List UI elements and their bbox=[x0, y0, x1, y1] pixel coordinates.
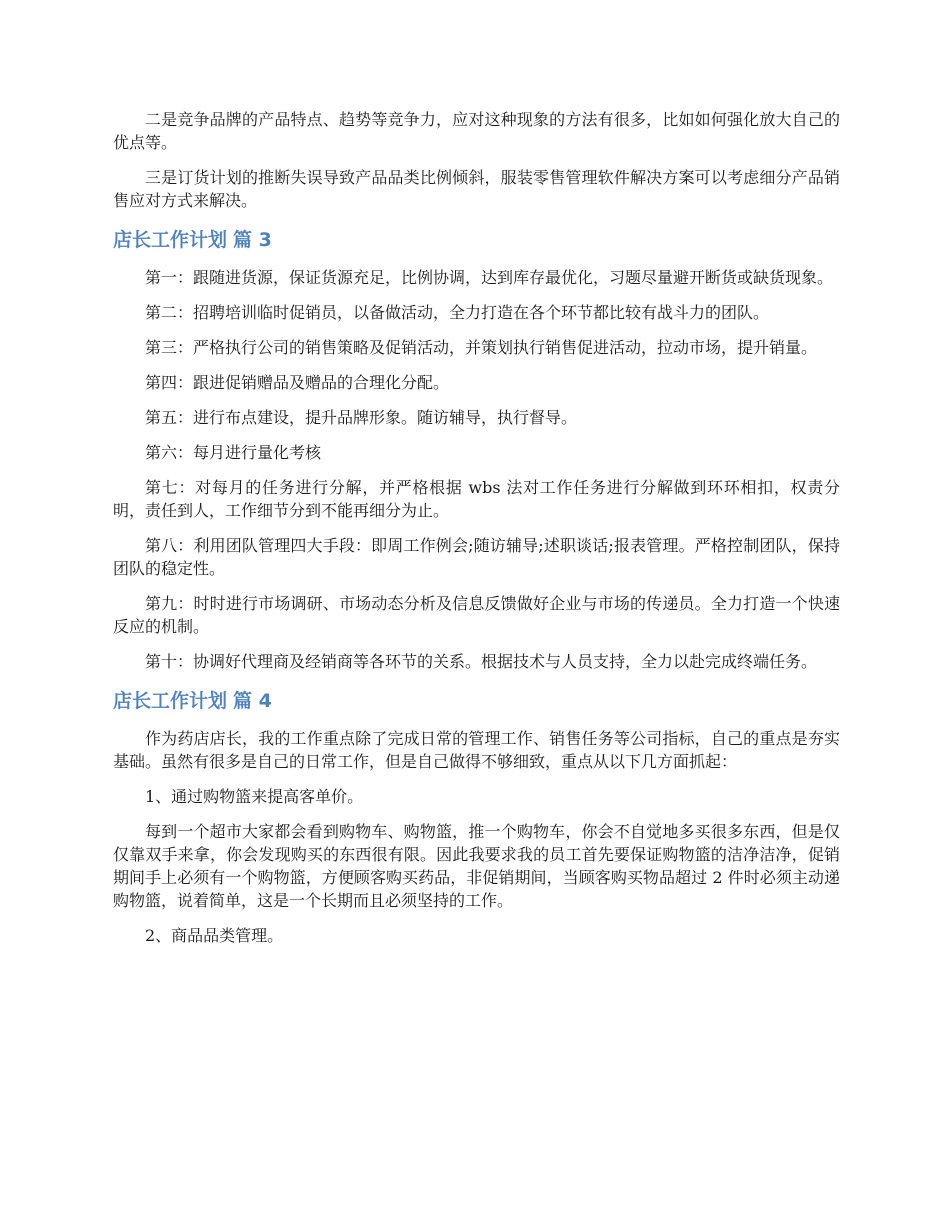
section-plan-3 bbox=[113, 228, 840, 673]
paragraph: 第四：跟进促销赠品及赠品的合理化分配。 bbox=[145, 373, 450, 392]
paragraph: 1、通过购物篮来提高客单价。 bbox=[145, 787, 364, 806]
paragraph: 第二：招聘培训临时促销员，以备做活动，全力打造在各个环节都比较有战斗力的团队。 bbox=[145, 303, 770, 322]
document-page bbox=[113, 108, 840, 959]
paragraph-intro-2: 三是订货计划的推断失误导致产品品类比例倾斜，服装零售管理软件解决方案可以考虑细分产品销售应对方式来解决。 bbox=[113, 168, 840, 210]
heading-number: 篇 4 bbox=[233, 690, 272, 712]
paragraph: 作为药店店长，我的工作重点除了完成日常的管理工作、销售任务等公司指标，自己的重点是夯实基础。虽然有很多是自己的日常工作，但是自己做得不够细致，重点从以下几方面抓起： bbox=[113, 729, 840, 771]
section-plan-4 bbox=[113, 689, 840, 947]
paragraph: 第八：利用团队管理四大手段：即周工作例会;随访辅导;述职谈话;报表管理。严格控制团队，保持团队的稳定性。 bbox=[113, 536, 840, 578]
paragraph: 第七：对每月的任务进行分解，并严格根据 wbs 法对工作任务进行分解做到环环相扣，权责分明，责任到人，工作细节分到不能再细分为止。 bbox=[113, 478, 840, 520]
section-heading bbox=[113, 228, 840, 252]
paragraph: 第五：进行布点建设，提升品牌形象。随访辅导，执行督导。 bbox=[145, 408, 578, 427]
heading-title: 店长工作计划 bbox=[113, 229, 228, 251]
heading-number: 篇 3 bbox=[233, 229, 272, 251]
paragraph: 第一：跟随进货源，保证货源充足，比例协调，达到库存最优化，习题尽量避开断货或缺货现象。 bbox=[145, 268, 834, 287]
paragraph: 第三：严格执行公司的销售策略及促销活动，并策划执行销售促进活动，拉动市场，提升销量。 bbox=[145, 338, 818, 357]
paragraph-intro-1: 二是竞争品牌的产品特点、趋势等竞争力，应对这种现象的方法有很多，比如如何强化放大自己的优点等。 bbox=[113, 110, 840, 152]
paragraph: 2、商品品类管理。 bbox=[145, 926, 284, 945]
paragraph: 每到一个超市大家都会看到购物车、购物篮，推一个购物车，你会不自觉地多买很多东西，但是仅仅靠双手来拿，你会发现购买的东西很有限。因此我要求我的员工首先要保证购物篮的洁净洁净，促销期间手上必须有一个购物篮，方便顾客购买药品，非促销期间，当顾客购买物品超过 2 件时必须主动递购物篮，说着简单，这是一个长期而且必须坚持的工作。 bbox=[113, 822, 840, 910]
paragraph: 第六：每月进行量化考核 bbox=[145, 443, 322, 462]
section-heading bbox=[113, 689, 840, 713]
heading-title: 店长工作计划 bbox=[113, 690, 228, 712]
paragraph: 第十：协调好代理商及经销商等各环节的关系。根据技术与人员支持，全力以赴完成终端任务。 bbox=[145, 652, 818, 671]
paragraph: 第九：时时进行市场调研、市场动态分析及信息反馈做好企业与市场的传递员。全力打造一个快速反应的机制。 bbox=[113, 594, 840, 636]
